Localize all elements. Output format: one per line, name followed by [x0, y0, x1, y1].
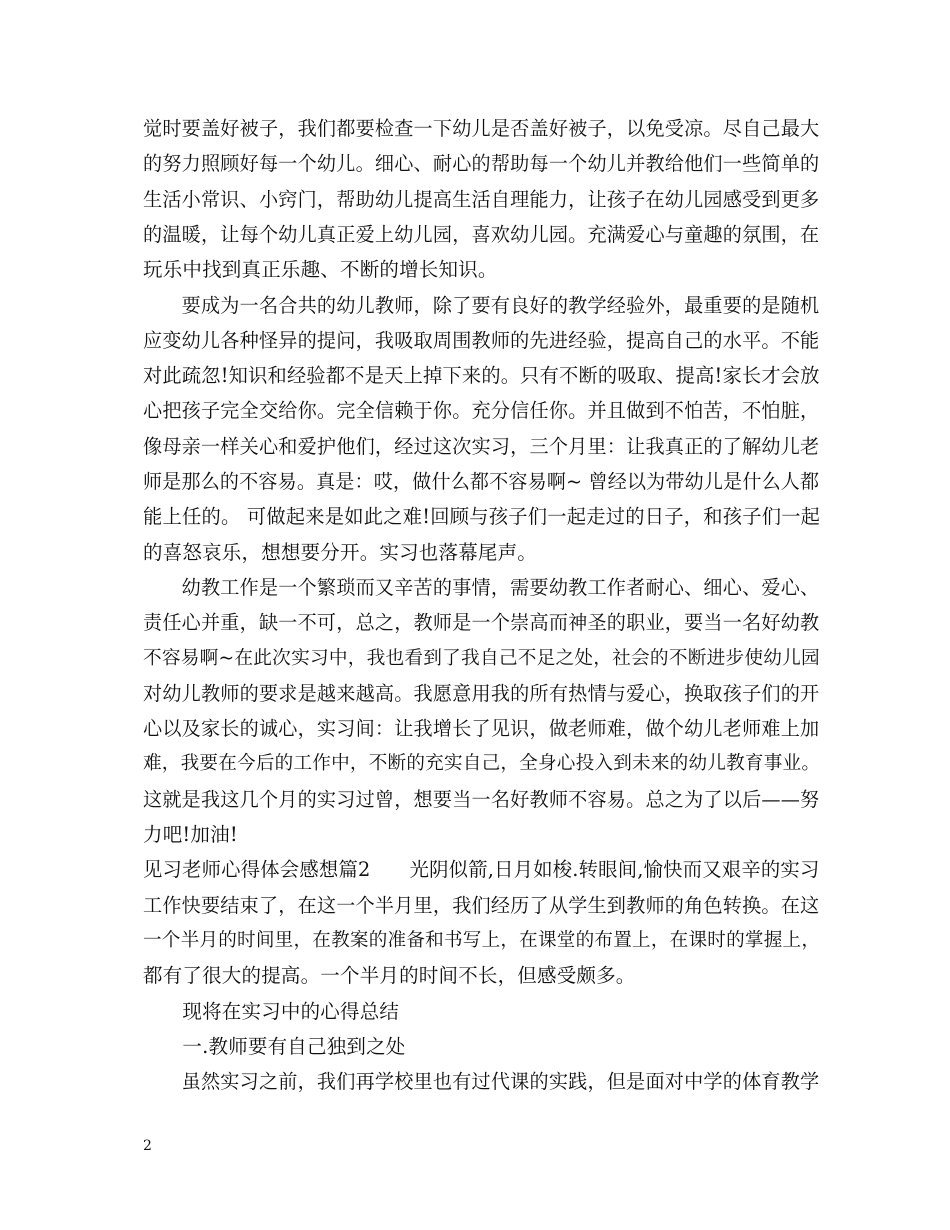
text-line: 一个半月的时间里，在教案的准备和书写上，在课堂的布置上，在课时的掌握上，	[143, 929, 821, 951]
text-line: 幼教工作是一个繁琐而又辛苦的事情，需要幼教工作者耐心、细心、爱心、	[143, 575, 820, 599]
text-line: 对幼儿教师的要求是越来越高。我愿意用我的所有热情与爱心，换取孩子们的开	[143, 681, 820, 705]
text-line: 见习老师心得体会感想篇2 光阴似箭,日月如梭.转眼间,愉快而又艰辛的实习	[143, 858, 820, 882]
text-line: 的努力照顾好每一个幼儿。细心、耐心的帮助每一个幼儿并教给他们一些简单的	[143, 152, 820, 176]
text-line: 虽然实习之前，我们再学校里也有过代课的实践，但是面对中学的体育教学	[143, 1070, 820, 1094]
text-line: 力吧!加油!	[143, 823, 238, 846]
text-line: 能上任的。 可做起来是如此之难!回顾与孩子们一起走过的日子，和孩子们一起	[143, 505, 821, 529]
text-line: 现将在实习中的心得总结	[143, 999, 400, 1023]
text-line: 心以及家长的诚心，实习间：让我增长了见识，做老师难，做个幼儿老师难上加	[143, 717, 820, 741]
text-line: 觉时要盖好被子，我们都要检查一下幼儿是否盖好被子，以免受凉。尽自己最大	[143, 117, 820, 140]
text-line: 像母亲一样关心和爱护他们，经过这次实习，三个月里：让我真正的了解幼儿老	[143, 434, 820, 458]
text-line: 责任心并重，缺一不可，总之，教师是一个崇高而神圣的职业，要当一名好幼教	[143, 611, 820, 635]
text-line: 难，我要在今后的工作中，不断的充实自己，全身心投入到未来的幼儿教育事业。	[143, 753, 821, 775]
text-line: 不容易啊~在此次实习中，我也看到了我自己不足之处，社会的不断进步使幼儿园	[143, 647, 820, 669]
text-line: 一.教师要有自己独到之处	[143, 1034, 406, 1058]
text-line: 玩乐中找到真正乐趣、不断的增长知识。	[143, 258, 498, 282]
text-line: 师是那么的不容易。真是：哎，做什么都不容易啊~ 曾经以为带幼儿是什么人都	[143, 471, 820, 493]
text-line: 的温暖，让每个幼儿真正爱上幼儿园，喜欢幼儿园。充满爱心与童趣的氛围，在	[143, 222, 820, 246]
text-line: 应变幼儿各种怪异的提问，我吸取周围教师的先进经验，提高自己的水平。不能	[143, 328, 820, 352]
text-line: 对此疏忽!知识和经验都不是天上掉下来的。只有不断的吸取、提高!家长才会放	[143, 364, 820, 388]
text-line: 的喜怒哀乐，想想要分开。实习也落幕尾声。	[143, 540, 538, 564]
text-line: 生活小常识、小窍门，帮助幼儿提高生活自理能力，让孩子在幼儿园感受到更多	[143, 187, 820, 211]
text-line: 要成为一名合共的幼儿教师，除了要有良好的教学经验外，最重要的是随机	[143, 293, 820, 317]
page-number: 2	[143, 1138, 152, 1154]
text-line: 心把孩子完全交给你。完全信赖于你。充分信任你。并且做到不怕苦，不怕脏，	[143, 399, 820, 423]
text-line: 工作快要结束了，在这一个半月里，我们经历了从学生到教师的角色转换。在这	[143, 893, 820, 917]
text-line: 这就是我这几个月的实习过曾，想要当一名好教师不容易。总之为了以后——努	[143, 787, 820, 811]
text-line: 都有了很大的提高。一个半月的时间不长，但感受颇多。	[143, 964, 636, 988]
